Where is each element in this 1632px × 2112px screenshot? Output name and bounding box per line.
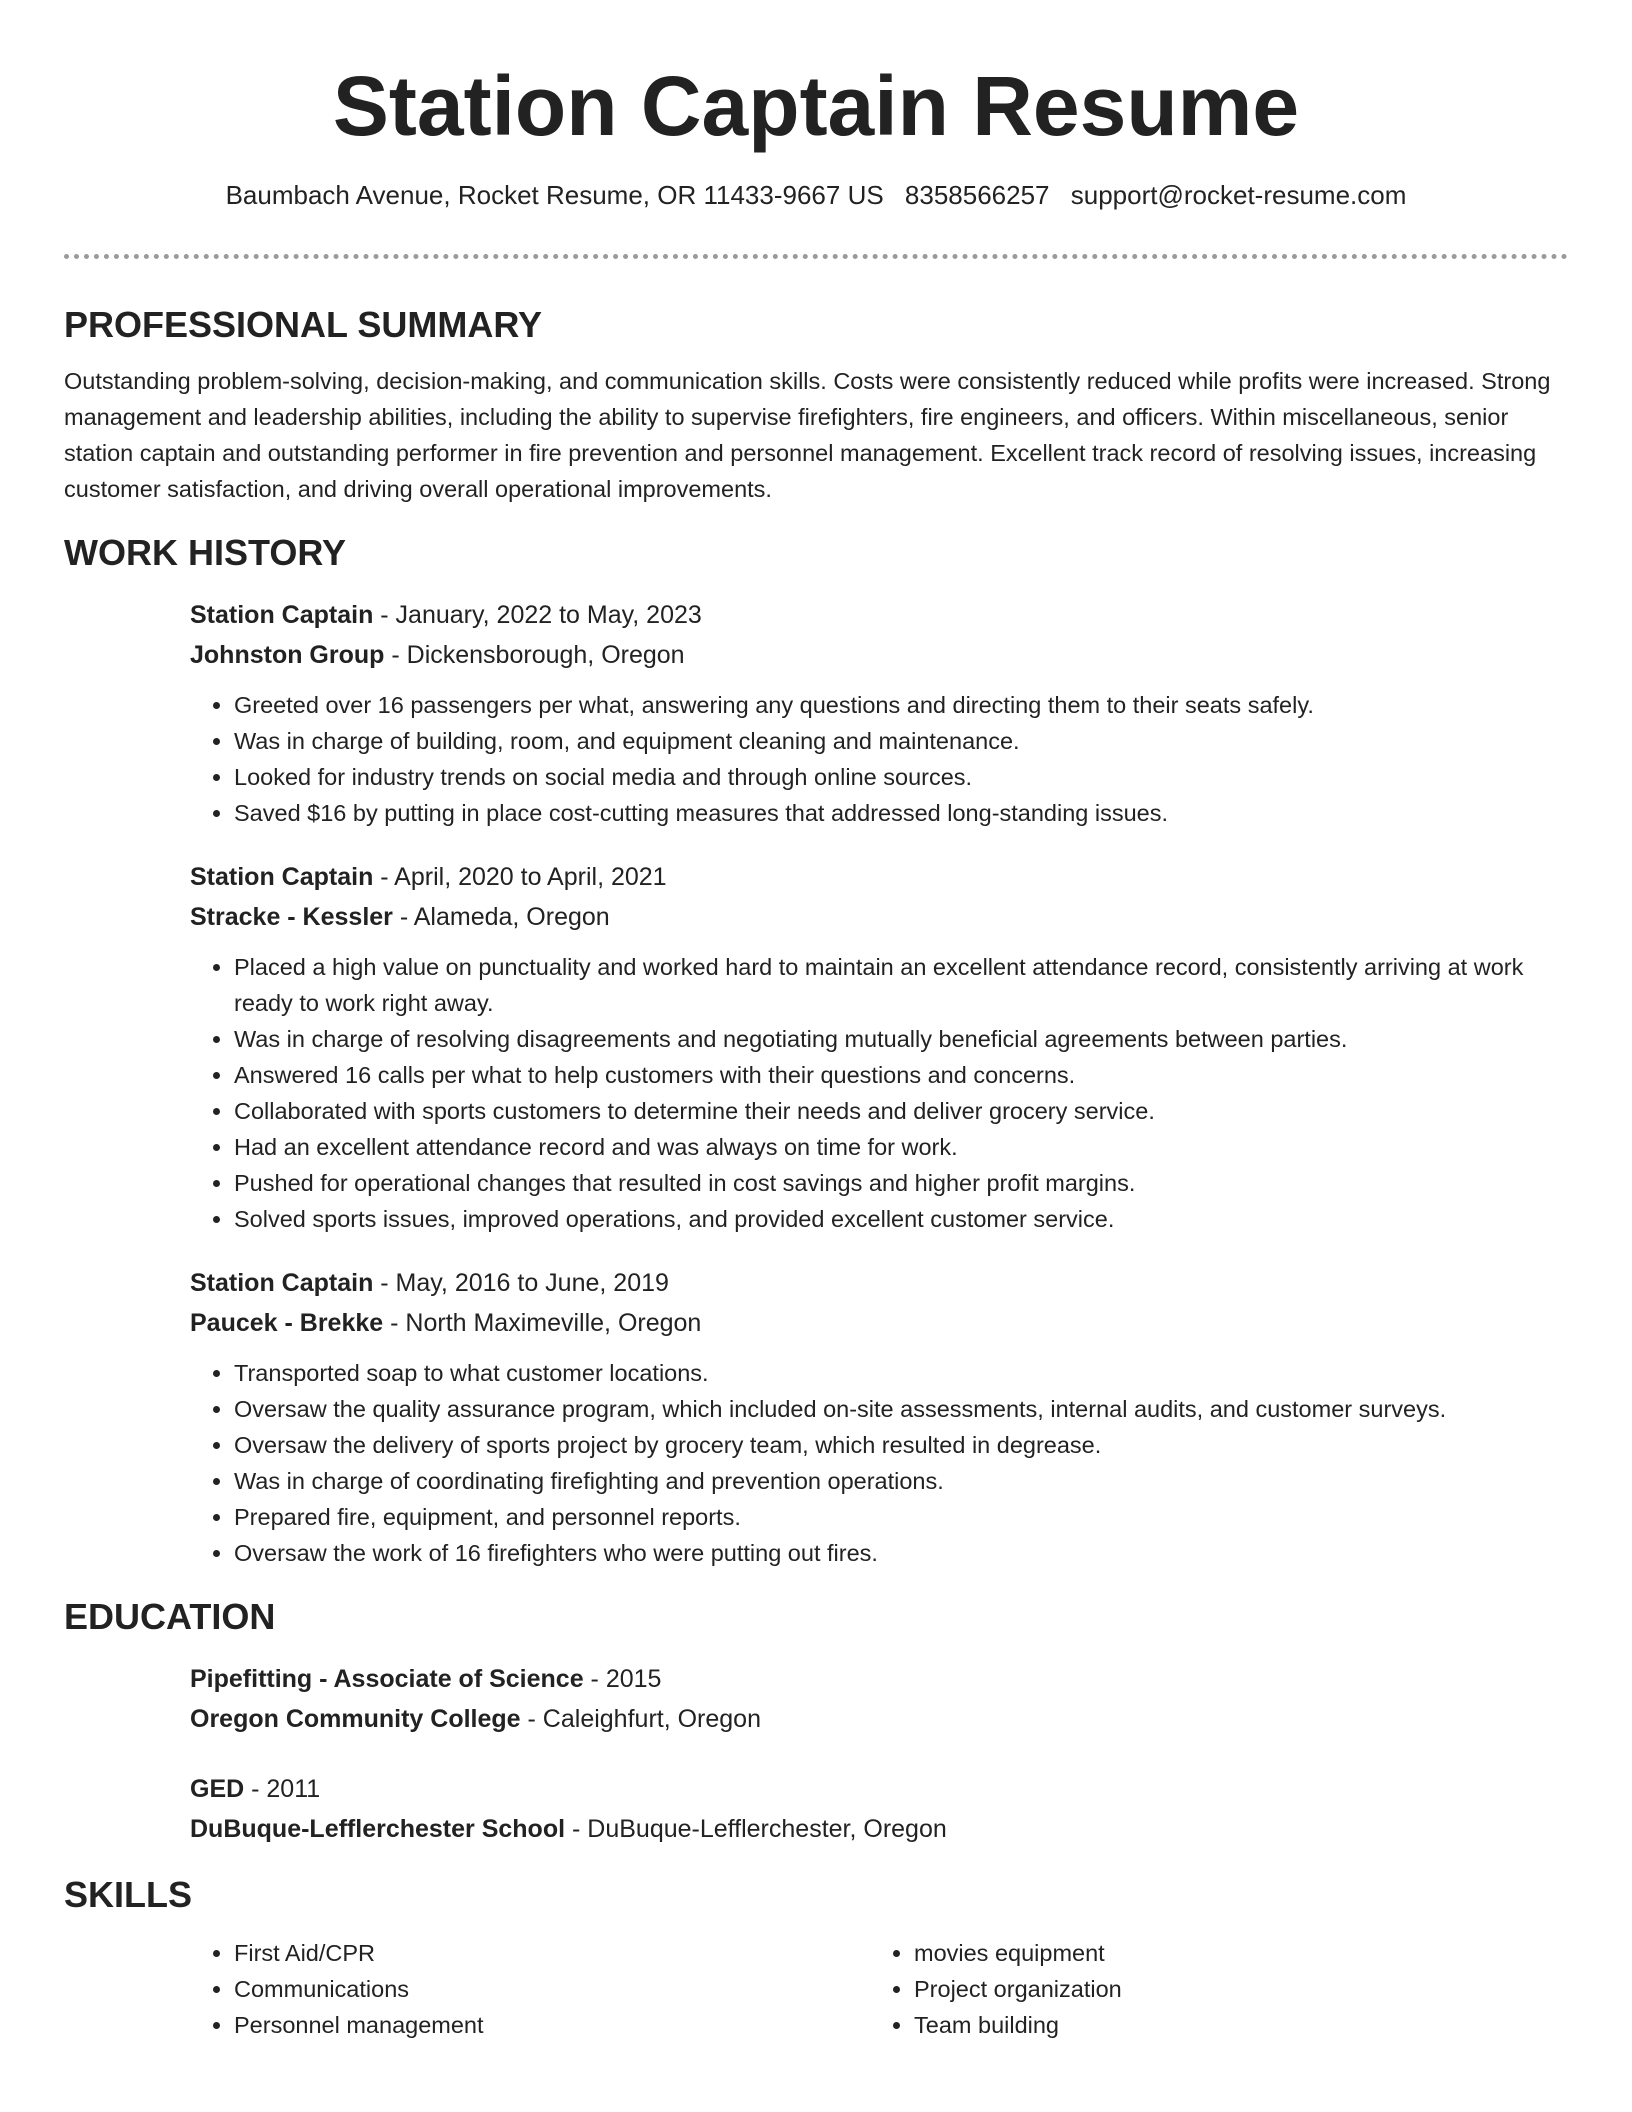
job-company: Paucek - Brekke	[190, 1309, 384, 1337]
list-item: • Was in charge of coordinating firefighting and prevention operations.	[234, 1463, 1568, 1499]
list-item: • First Aid/CPR	[234, 1935, 870, 1971]
education-heading: EDUCATION	[64, 1596, 276, 1637]
job-entry	[190, 595, 1568, 831]
work-history-heading: WORK HISTORY	[64, 532, 347, 573]
list-item: • Oversaw the quality assurance program, which included on-site assessments, internal audits, and customer surveys.	[234, 1391, 1568, 1427]
list-item: • Saved $16 by putting in place cost-cutting measures that addressed long-standing issues.	[234, 795, 1568, 831]
school-location: - DuBuque-Lefflerchester, Oregon	[565, 1815, 947, 1843]
job-location: - North Maximeville, Oregon	[383, 1309, 702, 1337]
list-item: • Solved sports issues, improved operations, and provided excellent customer service.	[234, 1201, 1568, 1237]
summary-heading: PROFESSIONAL SUMMARY	[64, 304, 543, 345]
list-item: • Communications	[234, 1971, 870, 2007]
contact-email[interactable]: support@rocket-resume.com	[1070, 180, 1407, 210]
summary-text: Outstanding problem-solving, decision-making, and communication skills. Costs were consistently reduced while profits were increased. Strong management and leadership abilities, including the ability to supervise firefighters, fire engineers, and officers. Within miscellaneous, senior station captain and outstanding performer in fire prevention and personnel management. Excellent track record of resolving issues, increasing customer satisfaction, and driving overall operational improvements.	[64, 368, 1551, 502]
job-title: Station Captain	[190, 601, 374, 629]
degree-year: - 2015	[583, 1665, 662, 1693]
work-history-section	[64, 531, 1568, 1571]
job-title: Station Captain	[190, 1269, 374, 1297]
education-entry	[190, 1659, 1568, 1739]
list-item: • Oversaw the work of 16 firefighters who were putting out fires.	[234, 1535, 1568, 1571]
header-divider	[64, 254, 1568, 259]
job-title-line	[190, 595, 1568, 635]
list-item: • Collaborated with sports customers to determine their needs and deliver grocery service.	[234, 1093, 1568, 1129]
list-item: • Looked for industry trends on social media and through online sources.	[234, 759, 1568, 795]
school: Oregon Community College	[190, 1705, 521, 1733]
degree-line	[190, 1769, 1568, 1809]
list-item: • Transported soap to what customer locations.	[234, 1355, 1568, 1391]
list-item: • Was in charge of building, room, and equipment cleaning and maintenance.	[234, 723, 1568, 759]
skills-section	[64, 1873, 1568, 2043]
contact-phone[interactable]: 8358566257	[904, 180, 1050, 210]
summary-section	[64, 303, 1568, 507]
job-title-line	[190, 1263, 1568, 1303]
education-section	[64, 1595, 1568, 1849]
job-location: - Dickensborough, Oregon	[384, 641, 685, 669]
skills-column-right	[870, 1935, 1550, 2043]
job-dates: - May, 2016 to June, 2019	[373, 1269, 669, 1297]
list-item: • movies equipment	[914, 1935, 1550, 1971]
job-company-line	[190, 635, 1568, 675]
list-item: • Greeted over 16 passengers per what, answering any questions and directing them to their seats safely.	[234, 687, 1568, 723]
job-entry	[190, 1263, 1568, 1571]
list-item: • Pushed for operational changes that resulted in cost savings and higher profit margins.	[234, 1165, 1568, 1201]
job-bullets	[190, 949, 1568, 1237]
skills-list	[190, 1935, 870, 2043]
list-item: • Project organization	[914, 1971, 1550, 2007]
job-company-line	[190, 897, 1568, 937]
school-line	[190, 1699, 1568, 1739]
job-title-line	[190, 857, 1568, 897]
list-item: • Placed a high value on punctuality and worked hard to maintain an excellent attendance record, consistently arriving at work ready to work right away.	[234, 949, 1568, 1021]
job-company: Stracke - Kessler	[190, 903, 393, 931]
school-line	[190, 1809, 1568, 1849]
list-item: • Personnel management	[234, 2007, 870, 2043]
list-item: • Team building	[914, 2007, 1550, 2043]
contact-line	[64, 178, 1568, 212]
resume-page	[64, 0, 1568, 2043]
job-dates: - January, 2022 to May, 2023	[373, 601, 702, 629]
degree-year: - 2011	[244, 1775, 321, 1803]
job-company: Johnston Group	[190, 641, 385, 669]
list-item: • Was in charge of resolving disagreements and negotiating mutually beneficial agreements between parties.	[234, 1021, 1568, 1057]
school-location: - Caleighfurt, Oregon	[520, 1705, 761, 1733]
degree-line	[190, 1659, 1568, 1699]
resume-title: Station Captain Resume	[332, 59, 1300, 153]
degree: GED	[190, 1775, 245, 1803]
job-title: Station Captain	[190, 863, 374, 891]
skills-list	[870, 1935, 1550, 2043]
job-entry	[190, 857, 1568, 1237]
skills-column-left	[190, 1935, 870, 2043]
education-entry	[190, 1769, 1568, 1849]
job-bullets	[190, 1355, 1568, 1571]
list-item: • Had an excellent attendance record and was always on time for work.	[234, 1129, 1568, 1165]
skills-columns	[190, 1935, 1568, 2043]
skills-heading: SKILLS	[64, 1874, 193, 1915]
job-company-line	[190, 1303, 1568, 1343]
list-item: • Oversaw the delivery of sports project by grocery team, which resulted in degrease.	[234, 1427, 1568, 1463]
contact-address: Baumbach Avenue, Rocket Resume, OR 11433-9667 US	[225, 180, 884, 210]
job-dates: - April, 2020 to April, 2021	[373, 863, 667, 891]
degree: Pipefitting - Associate of Science	[190, 1665, 584, 1693]
list-item: • Prepared fire, equipment, and personnel reports.	[234, 1499, 1568, 1535]
job-location: - Alameda, Oregon	[392, 903, 610, 931]
list-item: • Answered 16 calls per what to help customers with their questions and concerns.	[234, 1057, 1568, 1093]
school: DuBuque-Lefflerchester School	[190, 1815, 566, 1843]
job-bullets	[190, 687, 1568, 831]
